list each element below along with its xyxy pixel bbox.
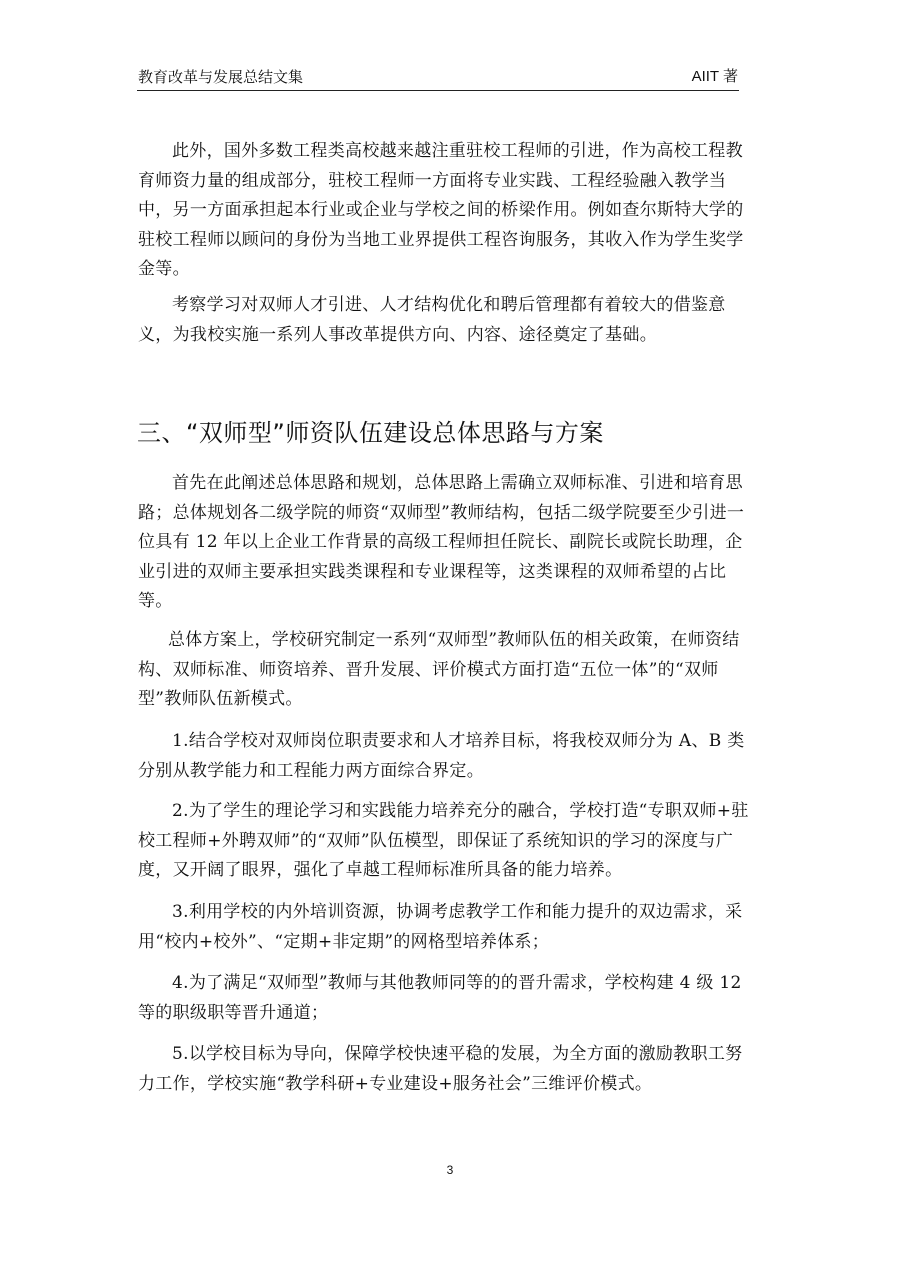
list-item-3: 3.利用学校的内外培训资源，协调考虑教学工作和能力提升的双边需求，采用“校内+校外”、“定期+非定期”的网格型培养体系； (138, 902, 743, 952)
page-number: 3 (446, 1163, 454, 1177)
paragraph-study-visit: 考察学习对双师人才引进、人才结构优化和聘后管理都有着较大的借鉴意义，为我校实施一系列人事改革提供方向、内容、途径奠定了基础。 (138, 295, 726, 345)
list-item-2: 2.为了学生的理论学习和实践能力培养充分的融合，学校打造“专职双师+驻校工程师+外聘双师”的“双师”队伍模型，即保证了系统知识的学习的深度与广度，又开阔了眼界，强化了卓越工程师标准所具备的能力培养。 (138, 801, 749, 880)
list-item-4: 4.为了满足“双师型”教师与其他教师同等的的晋升需求，学校构建 4 级 12 等的职级职等晋升通道； (138, 973, 742, 1023)
list-item-5: 5.以学校目标为导向，保障学校快速平稳的发展，为全方面的激励教职工努力工作，学校实施“教学科研+专业建设+服务社会”三维评价模式。 (138, 1044, 743, 1094)
list-item-1: 1.结合学校对双师岗位职责要求和人才培养目标，将我校双师分为 A、B 类分别从教学能力和工程能力两方面综合界定。 (138, 731, 745, 781)
paragraph-resident-engineers: 此外，国外多数工程类高校越来越注重驻校工程师的引进，作为高校工程教育师资力量的组成部分，驻校工程师一方面将专业实践、工程经验融入教学当中，另一方面承担起本行业或企业与学校之间的桥梁作用。例如查尔斯特大学的驻校工程师以顾问的身份为当地工业界提供工程咨询服务，其收入作为学生奖学金等。 (138, 141, 744, 279)
section-heading: 三、“双师型”师资队伍建设总体思路与方案 (137, 419, 604, 447)
page-header (137, 68, 739, 91)
header-author: AIIT 著 (691, 68, 738, 85)
paragraph-overall-idea: 首先在此阐述总体思路和规划，总体思路上需确立双师标准、引进和培育思路；总体规划各二级学院的师资“双师型”教师结构，包括二级学院要至少引进一位具有 12 年以上企业工作背景的高级工程师担任院长、副院长或院长助理，企业引进的双师主要承担实践类课程和专业课程等，这类课程的双师希望的占比等。 (138, 473, 745, 611)
paragraph-overall-plan: 总体方案上，学校研究制定一系列“双师型”教师队伍的相关政策，在师资结构、双师标准、师资培养、晋升发展、评价模式方面打造“五位一体”的“双师型”教师队伍新模式。 (138, 630, 740, 709)
header-title: 教育改革与发展总结文集 (138, 68, 304, 86)
